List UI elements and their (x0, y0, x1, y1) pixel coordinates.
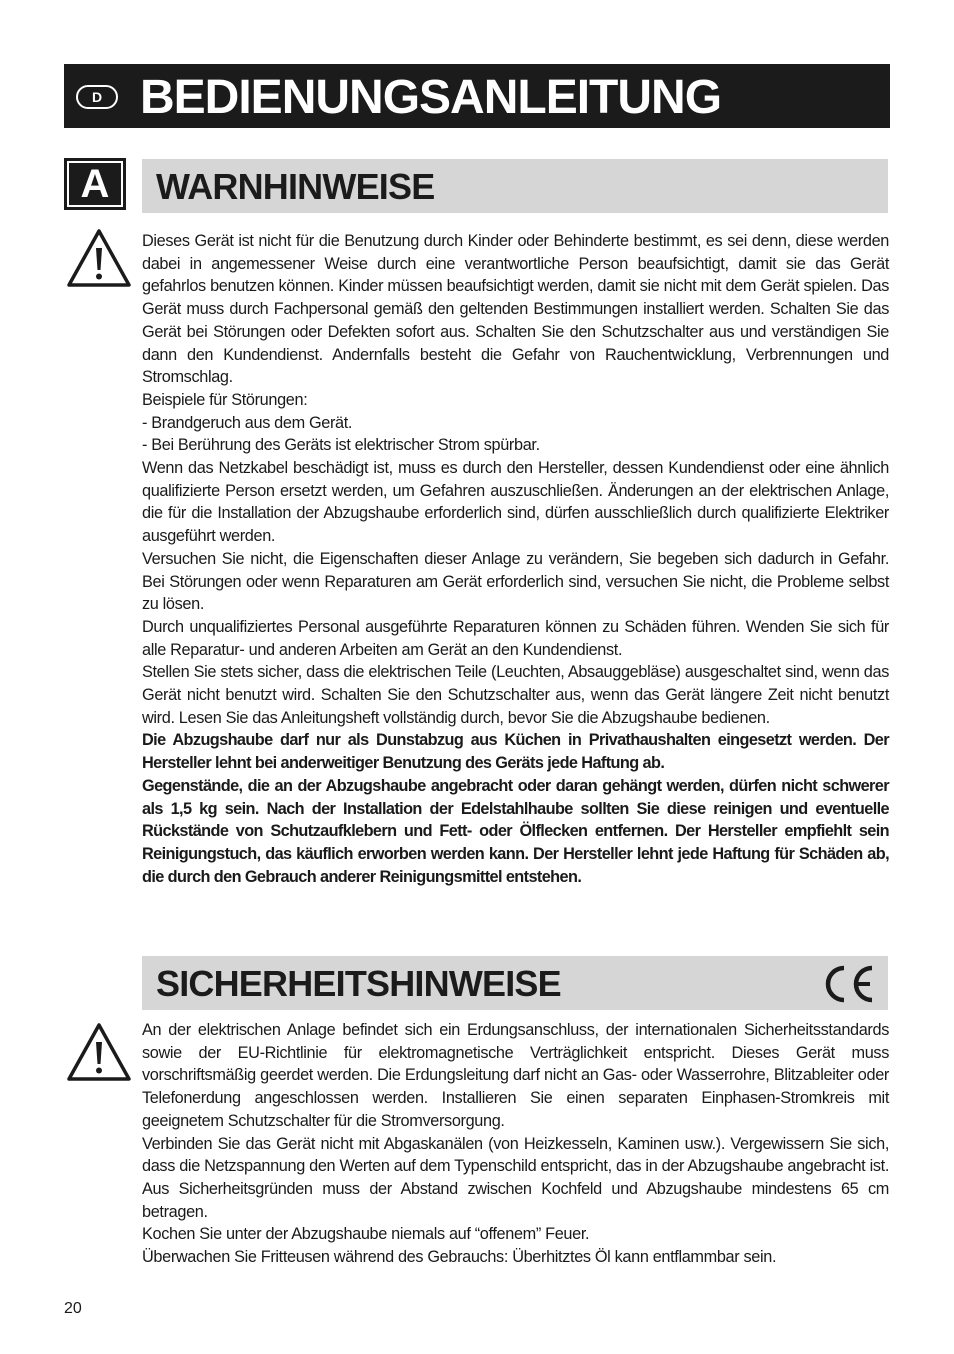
safety-heading: SICHERHEITSHINWEISE (156, 963, 561, 1004)
warnings-text (142, 230, 889, 888)
warning-triangle-icon (66, 228, 132, 288)
paragraph: Verbinden Sie das Gerät nicht mit Abgaskanälen (von Heizkesseln, Kaminen usw.). Vergewissern Sie sich, dass die Netzspannung den Werten auf dem Typenschild entspricht, das in der Abzugshaube angebracht ist. Aus Sicherheitsgründen muss der Abstand zwischen Kochfeld und Abzugshaube mindestens 65 cm betragen. (142, 1134, 889, 1221)
warnings-heading-bar (142, 159, 888, 213)
bold-paragraph: Gegenstände, die an der Abzugshaube angebracht oder daran gehängt werden, dürfen nicht schwerer als 1,5 kg sein. Nach der Installation der Edelstahlhaube sollten Sie diese reinigen und eventuelle Rückstände von Schutzaufklebern und Fett- oder Ölflecken entfernen. Der Hersteller empfiehlt sein Reinigungstuch, das käuflich erworben werden kann. Der Hersteller lehnt jede Haftung für Schäden ab, die durch den Gebrauch anderer Reinigungsmittel entstehen. (142, 776, 889, 886)
paragraph: Stellen Sie stets sicher, dass die elektrischen Teile (Leuchten, Absauggebläse) ausgeschaltet sind, wenn das Gerät nicht benutzt wird. Schalten Sie den Schutzschalter aus, wenn das Gerät längere Zeit nicht benutzt wird. Lesen Sie das Anleitungsheft vollständig durch, bevor Sie die Abzugshaube bedienen. (142, 663, 889, 727)
ce-mark-icon (820, 962, 878, 1006)
paragraph: Durch unqualifiziertes Personal ausgeführte Reparaturen können zu Schäden führen. Wenden Sie sich für alle Reparatur- und anderen Arbeiten am Gerät an den Kundendienst. (142, 617, 889, 659)
page-number: 20 (64, 1300, 82, 1317)
paragraph: Beispiele für Störungen: (142, 390, 308, 409)
title-bar (64, 64, 890, 128)
bold-paragraph: Die Abzugshaube darf nur als Dunstabzug aus Küchen in Privathaushalten eingesetzt werden. Der Hersteller lehnt bei anderweitiger Benutzung des Geräts jede Haftung ab. (142, 731, 889, 773)
list-item: - Brandgeruch aus dem Gerät. (142, 413, 353, 432)
section-letter: A (69, 163, 121, 205)
paragraph: Überwachen Sie Fritteusen während des Gebrauchs: Überhitztes Öl kann entflammbar sein. (142, 1248, 777, 1267)
paragraph: Kochen Sie unter der Abzugshaube niemals auf “offenem” Feuer. (142, 1225, 590, 1244)
list-item: - Bei Berührung des Geräts ist elektrischer Strom spürbar. (142, 436, 540, 455)
warnings-heading: WARNHINWEISE (156, 166, 435, 207)
safety-heading-bar (142, 956, 888, 1010)
paragraph: Dieses Gerät ist nicht für die Benutzung durch Kinder oder Behinderte bestimmt, es sei denn, diese werden dabei in angemessener Weise durch eine verantwortliche Person beaufsichtigt, damit sie das Gerät gefahrlos benutzen können. Kinder müssen beaufsichtigt werden, damit sie nicht mit dem Gerät spielen. Das Gerät muss durch Fachpersonal gemäß den geltenden Bestimmungen installiert werden. Schalten Sie das Gerät bei Störungen oder Defekten sofort aus. Schalten Sie den Schutzschalter aus und verständigen Sie dann den Kundendienst. Andernfalls besteht die Gefahr von Rauchentwicklung, Verbrennungen und Stromschlag. (142, 232, 889, 387)
warning-triangle-icon (66, 1022, 132, 1082)
paragraph: Wenn das Netzkabel beschädigt ist, muss es durch den Hersteller, dessen Kundendienst oder eine ähnlich qualifizierte Person ersetzt werden, um Gefahren auszuschließen. Änderungen an der elektrischen Anlage, die für die Installation der Abzugshaube erforderlich sind, dürfen ausschließlich durch qualifizierte Elektriker ausgeführt werden. (142, 459, 889, 546)
page-title: BEDIENUNGSANLEITUNG (140, 71, 722, 124)
section-letter-box (64, 158, 126, 210)
safety-text (142, 1019, 889, 1269)
paragraph: An der elektrischen Anlage befindet sich ein Erdungsanschluss, der internationalen Sicherheitsstandards sowie der EU-Richtlinie für elektromagnetische Verträglichkeit entspricht. Dieses Gerät muss vorschriftsmäßig geerdet werden. Die Erdungsleitung darf nicht an Gas- oder Wasserrohre, Blitzableiter oder Telefonerdung angeschlossen werden. Installieren Sie einen separaten Einphasen-Stromkreis mit geeignetem Schutzschalter für die Stromversorgung. (142, 1021, 889, 1130)
language-badge: D (76, 85, 118, 109)
paragraph: Versuchen Sie nicht, die Eigenschaften dieser Anlage zu verändern, Sie begeben sich dadurch in Gefahr. Bei Störungen oder wenn Reparaturen am Gerät erforderlich sind, versuchen Sie nicht, die Probleme selbst zu lösen. (142, 549, 889, 614)
